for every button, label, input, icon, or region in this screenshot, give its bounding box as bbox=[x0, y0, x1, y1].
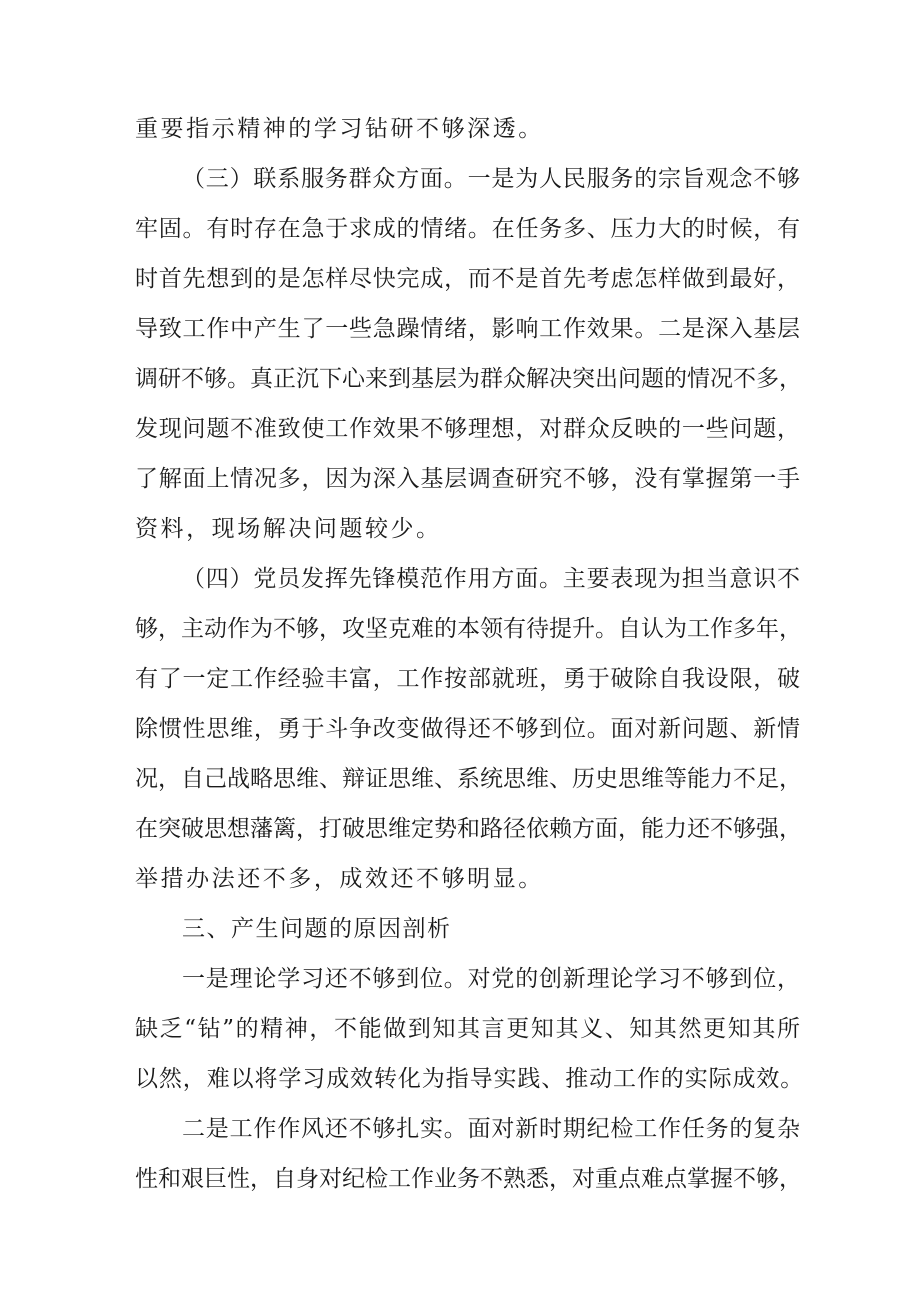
text-line: 除惯性思维，勇于斗争改变做得还不够到位。面对新问题、新情 bbox=[135, 716, 800, 742]
text-line: 有了一定工作经验丰富，工作按部就班，勇于破除自我设限，破 bbox=[135, 666, 800, 692]
text-line: 二是工作作风还不够扎实。面对新时期纪检工作任务的复杂 bbox=[182, 1116, 800, 1142]
text-line: 够，主动作为不够，攻坚克难的本领有待提升。自认为工作多年， bbox=[135, 616, 802, 642]
text-line: 况，自己战略思维、辩证思维、系统思维、历史思维等能力不足， bbox=[135, 766, 802, 792]
text-line: 资料，现场解决问题较少。 bbox=[135, 516, 442, 542]
text-line: 导致工作中产生了一些急躁情绪，影响工作效果。二是深入基层 bbox=[135, 316, 800, 342]
section-heading-line: （四）党员发挥先锋模范作用方面。主要表现为担当意识不 bbox=[182, 566, 800, 592]
text-line: 了解面上情况多，因为深入基层调查研究不够，没有掌握第一手 bbox=[135, 466, 800, 492]
text-line: 一是理论学习还不够到位。对党的创新理论学习不够到位， bbox=[182, 966, 800, 992]
section-heading-line: （三）联系服务群众方面。一是为人民服务的宗旨观念不够 bbox=[182, 166, 800, 192]
text-line: 性和艰巨性，自身对纪检工作业务不熟悉，对重点难点掌握不够， bbox=[135, 1166, 802, 1192]
text-line: 以然，难以将学习成效转化为指导实践、推动工作的实际成效。 bbox=[135, 1066, 805, 1092]
text-line: 发现问题不准致使工作效果不够理想，对群众反映的一些问题， bbox=[135, 416, 800, 442]
text-line: 在突破思想藩篱，打破思维定势和路径依赖方面，能力还不够强， bbox=[135, 816, 802, 842]
text-line: 举措办法还不多，成效还不够明显。 bbox=[135, 866, 544, 892]
text-line: 时首先想到的是怎样尽快完成，而不是首先考虑怎样做到最好， bbox=[135, 266, 800, 292]
text-line: 调研不够。真正沉下心来到基层为群众解决突出问题的情况不多， bbox=[135, 366, 802, 392]
section-heading-line: 三、产生问题的原因剖析 bbox=[182, 916, 452, 942]
text-line: 缺乏“钻”的精神，不能做到知其言更知其义、知其然更知其所 bbox=[135, 1016, 800, 1042]
text-line: 重要指示精神的学习钻研不够深透。 bbox=[135, 116, 544, 142]
text-line: 牢固。有时存在急于求成的情绪。在任务多、压力大的时候，有 bbox=[135, 216, 800, 242]
